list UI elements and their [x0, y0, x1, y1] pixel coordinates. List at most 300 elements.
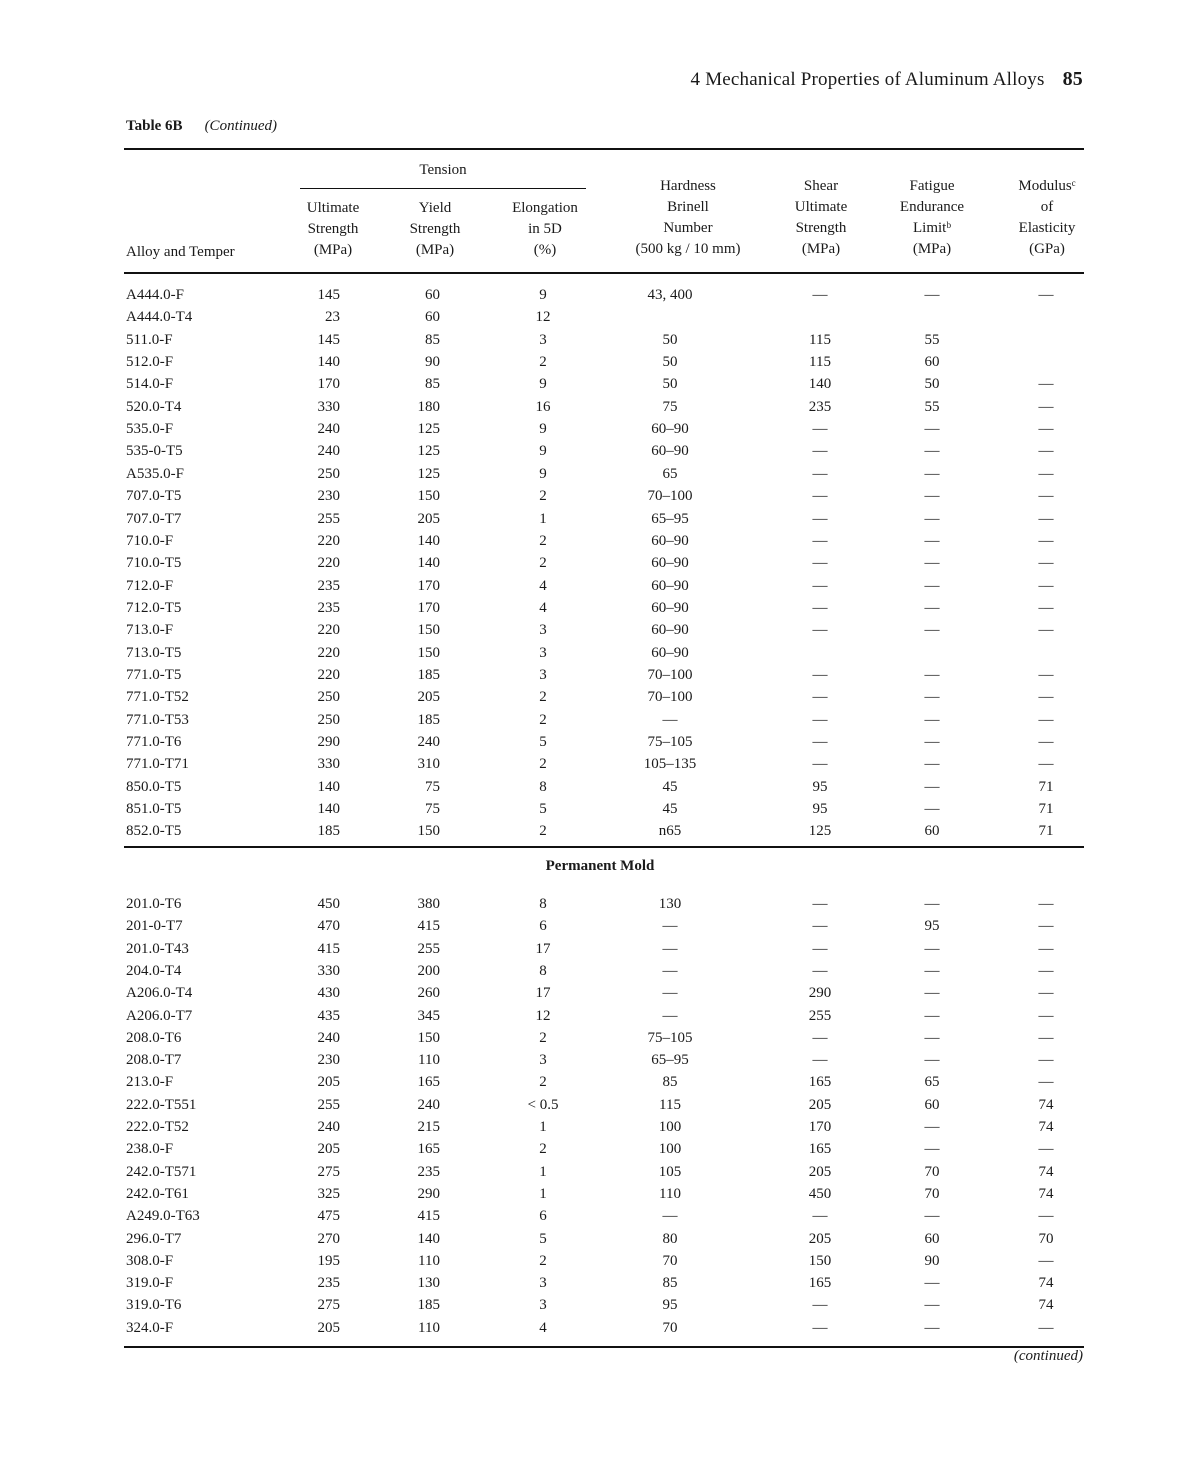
cell-shear-strength: — [812, 1297, 828, 1314]
cell-elongation: 3 [539, 644, 547, 661]
cell-hardness: — [662, 1208, 678, 1225]
cell-modulus: 74 [1038, 1096, 1054, 1113]
table-row [0, 1317, 1200, 1339]
cell-ultimate-strength: 140 [317, 778, 340, 795]
cell-hardness: 105 [658, 1163, 682, 1180]
table-row [0, 508, 1200, 530]
cell-ultimate-strength: 220 [317, 532, 340, 549]
cell-alloy-temper: 201-0-T7 [126, 918, 183, 935]
table-row [0, 373, 1200, 395]
cell-modulus: — [1038, 1252, 1054, 1269]
cell-alloy-temper: 222.0-T52 [126, 1119, 189, 1135]
cell-shear-strength: 290 [808, 985, 832, 1002]
cell-yield-strength: 140 [417, 532, 440, 549]
cell-modulus: — [1038, 532, 1054, 549]
cell-fatigue-limit: — [924, 1052, 940, 1069]
cell-modulus: — [1038, 376, 1054, 393]
cell-elongation: 2 [539, 756, 547, 773]
cell-elongation: < 0.5 [527, 1096, 559, 1113]
cell-yield-strength: 150 [417, 488, 440, 505]
cell-ultimate-strength: 290 [317, 734, 340, 750]
cell-fatigue-limit: — [924, 1319, 940, 1336]
cell-alloy-temper: 242.0-T571 [126, 1163, 197, 1180]
cell-hardness: 65 [662, 465, 678, 482]
cell-yield-strength: 150 [417, 622, 440, 639]
cell-fatigue-limit: — [924, 1007, 940, 1024]
table-row [0, 329, 1200, 351]
cell-alloy-temper: 712.0-F [126, 577, 174, 594]
cell-yield-strength: 150 [417, 823, 440, 840]
cell-alloy-temper: 710.0-F [126, 532, 174, 549]
cell-hardness: — [662, 711, 678, 728]
cell-alloy-temper: 213.0-F [126, 1074, 174, 1091]
cell-modulus: — [1038, 287, 1054, 303]
cell-shear-strength: 170 [808, 1119, 832, 1135]
cell-modulus: — [1038, 443, 1054, 460]
cell-yield-strength: 110 [418, 1252, 440, 1269]
cell-yield-strength: 170 [417, 599, 440, 616]
cell-hardness: 105–135 [643, 756, 697, 773]
cell-yield-strength: 165 [417, 1074, 440, 1091]
cell-ultimate-strength: 220 [317, 622, 340, 639]
cell-ultimate-strength: 220 [317, 644, 340, 661]
cell-elongation: 4 [539, 577, 547, 594]
cell-shear-strength: 140 [808, 376, 832, 393]
cell-elongation: 9 [539, 443, 547, 460]
cell-shear-strength: — [812, 1052, 828, 1069]
cell-fatigue-limit: — [924, 711, 940, 728]
cell-elongation: 2 [539, 1029, 547, 1046]
header-alloy-temper: Alloy and Temper [126, 244, 235, 260]
cell-ultimate-strength: 430 [317, 985, 340, 1002]
cell-fatigue-limit: — [924, 510, 940, 527]
cell-hardness: 45 [662, 778, 678, 795]
cell-yield-strength: 140 [417, 1230, 440, 1247]
cell-elongation: 2 [539, 823, 547, 840]
cell-yield-strength: 125 [417, 421, 440, 438]
cell-shear-strength: — [812, 577, 828, 594]
cell-modulus: — [1038, 896, 1054, 912]
cell-shear-strength: 95 [812, 778, 828, 795]
cell-elongation: 9 [539, 376, 547, 393]
cell-hardness: 60–90 [651, 532, 689, 549]
cell-alloy-temper: 707.0-T7 [126, 510, 182, 527]
table-row [0, 731, 1200, 753]
cell-yield-strength: 255 [417, 940, 440, 957]
cell-yield-strength: 165 [417, 1141, 440, 1158]
header-fatigue-limit: Fatigue Endurance Limitᵇ (MPa) [899, 178, 965, 257]
continued-note: (continued) [1013, 1348, 1083, 1364]
cell-elongation: 2 [539, 488, 547, 505]
cell-alloy-temper: 242.0-T61 [126, 1185, 189, 1202]
cell-hardness: 60–90 [651, 577, 689, 594]
cell-hardness: 60–90 [651, 622, 689, 639]
cell-fatigue-limit: — [924, 532, 940, 549]
cell-hardness: 60–90 [651, 644, 689, 661]
cell-elongation: 5 [539, 734, 547, 750]
cell-hardness: 70–100 [647, 689, 693, 706]
cell-fatigue-limit: — [924, 734, 940, 750]
cell-shear-strength: 255 [808, 1007, 832, 1024]
cell-fatigue-limit: — [924, 1141, 940, 1158]
cell-modulus: 74 [1038, 1163, 1054, 1180]
cell-modulus: — [1038, 577, 1054, 594]
cell-fatigue-limit: — [924, 465, 940, 482]
cell-yield-strength: 130 [417, 1275, 440, 1292]
running-head-title: 4 Mechanical Properties of Aluminum Alloys [690, 69, 1045, 90]
cell-modulus: — [1038, 1319, 1054, 1336]
cell-modulus: — [1038, 510, 1054, 527]
cell-alloy-temper: A535.0-F [126, 465, 184, 482]
cell-alloy-temper: 707.0-T5 [126, 488, 182, 505]
cell-hardness: 85 [662, 1074, 678, 1091]
table-row [0, 1071, 1200, 1093]
cell-modulus: — [1038, 1029, 1054, 1046]
table-row [0, 686, 1200, 708]
cell-fatigue-limit: 60 [924, 1096, 940, 1113]
cell-fatigue-limit: 55 [924, 331, 940, 348]
cell-fatigue-limit: 55 [924, 398, 940, 415]
cell-yield-strength: 415 [417, 1208, 440, 1225]
cell-hardness: 110 [659, 1185, 681, 1202]
table-row [0, 642, 1200, 664]
cell-yield-strength: 260 [417, 985, 440, 1002]
table-row [0, 485, 1200, 507]
cell-elongation: 5 [539, 801, 547, 818]
cell-elongation: 9 [539, 287, 547, 303]
table-row [0, 1161, 1200, 1183]
cell-fatigue-limit: 65 [924, 1074, 940, 1091]
cell-modulus: 74 [1038, 1297, 1054, 1314]
cell-elongation: 4 [539, 599, 547, 616]
cell-shear-strength: — [812, 918, 828, 935]
table-row [0, 709, 1200, 731]
cell-alloy-temper: 201.0-T43 [126, 940, 189, 957]
cell-yield-strength: 75 [425, 801, 440, 818]
cell-hardness: 115 [659, 1096, 681, 1113]
cell-elongation: 9 [539, 421, 547, 438]
cell-ultimate-strength: 330 [317, 962, 340, 979]
cell-alloy-temper: 771.0-T71 [126, 756, 189, 773]
cell-modulus: — [1038, 918, 1054, 935]
cell-fatigue-limit: — [924, 599, 940, 616]
table-row [0, 418, 1200, 440]
table-row [0, 1049, 1200, 1071]
cell-elongation: 3 [539, 1275, 547, 1292]
cell-alloy-temper: 222.0-T551 [126, 1096, 197, 1113]
cell-alloy-temper: 771.0-T5 [126, 666, 182, 683]
cell-elongation: 4 [539, 1319, 547, 1336]
cell-hardness: 60–90 [651, 555, 689, 572]
tension-group-rule [300, 188, 586, 189]
cell-alloy-temper: 713.0-T5 [126, 644, 182, 661]
cell-ultimate-strength: 275 [317, 1297, 340, 1314]
cell-yield-strength: 85 [425, 331, 440, 348]
cell-ultimate-strength: 415 [317, 940, 340, 957]
cell-modulus: — [1038, 734, 1054, 750]
table-row [0, 1027, 1200, 1049]
cell-fatigue-limit: — [924, 756, 940, 773]
cell-hardness: — [662, 940, 678, 957]
cell-elongation: 9 [539, 465, 547, 482]
cell-shear-strength: — [812, 896, 828, 912]
cell-yield-strength: 415 [417, 918, 440, 935]
table-row [0, 306, 1200, 328]
cell-modulus: — [1038, 756, 1054, 773]
cell-elongation: 17 [535, 985, 551, 1002]
cell-modulus: 74 [1038, 1185, 1054, 1202]
cell-yield-strength: 150 [417, 644, 440, 661]
cell-yield-strength: 150 [417, 1029, 440, 1046]
cell-ultimate-strength: 205 [317, 1319, 340, 1336]
cell-ultimate-strength: 475 [317, 1208, 340, 1225]
cell-shear-strength: 165 [808, 1275, 832, 1292]
cell-alloy-temper: 771.0-T6 [126, 734, 182, 750]
cell-alloy-temper: 713.0-F [126, 622, 174, 639]
cell-modulus: 71 [1038, 801, 1054, 818]
cell-hardness: 70–100 [647, 488, 693, 505]
cell-shear-strength: — [812, 599, 828, 616]
cell-elongation: 2 [539, 689, 547, 706]
cell-fatigue-limit: 70 [924, 1163, 940, 1180]
cell-yield-strength: 345 [417, 1007, 440, 1024]
cell-fatigue-limit: — [924, 985, 940, 1002]
table-row [0, 1228, 1200, 1250]
cell-ultimate-strength: 140 [317, 354, 340, 371]
header-shear-ultimate: Shear Ultimate Strength (MPa) [794, 178, 848, 257]
cell-shear-strength: — [812, 421, 828, 438]
cell-elongation: 12 [535, 309, 551, 326]
cell-alloy-temper: 520.0-T4 [126, 398, 182, 415]
cell-alloy-temper: 771.0-T53 [126, 711, 189, 728]
table-row [0, 960, 1200, 982]
cell-yield-strength: 170 [417, 577, 440, 594]
table-row [0, 552, 1200, 574]
cell-alloy-temper: 771.0-T52 [126, 689, 189, 706]
cell-shear-strength: — [812, 1029, 828, 1046]
cell-elongation: 1 [539, 1185, 547, 1202]
cell-ultimate-strength: 470 [317, 918, 340, 935]
cell-fatigue-limit: — [924, 801, 940, 818]
cell-alloy-temper: 324.0-F [126, 1319, 174, 1336]
cell-ultimate-strength: 240 [317, 421, 340, 438]
cell-modulus: — [1038, 465, 1054, 482]
cell-hardness: 50 [662, 331, 678, 348]
cell-fatigue-limit: — [924, 1275, 940, 1292]
cell-elongation: 2 [539, 1074, 547, 1091]
cell-ultimate-strength: 230 [317, 1052, 340, 1069]
table-continued-label: (Continued) [204, 118, 278, 134]
cell-yield-strength: 60 [425, 287, 440, 303]
cell-elongation: 1 [539, 1163, 547, 1180]
permanent-mold-heading: Permanent Mold [545, 858, 655, 874]
cell-ultimate-strength: 250 [317, 465, 340, 482]
table-row [0, 820, 1200, 842]
cell-fatigue-limit: 90 [924, 1252, 940, 1269]
cell-hardness: 75–105 [647, 1029, 693, 1046]
cell-yield-strength: 125 [417, 443, 440, 460]
cell-shear-strength: 450 [808, 1185, 832, 1202]
cell-modulus: — [1038, 985, 1054, 1002]
cell-shear-strength: — [812, 711, 828, 728]
cell-hardness: 100 [658, 1141, 682, 1158]
table-row [0, 575, 1200, 597]
cell-alloy-temper: A249.0-T63 [126, 1208, 200, 1225]
cell-elongation: 2 [539, 1141, 547, 1158]
cell-fatigue-limit: — [924, 622, 940, 639]
cell-modulus: — [1038, 555, 1054, 572]
cell-yield-strength: 185 [417, 1297, 440, 1314]
cell-fatigue-limit: — [924, 1119, 940, 1135]
cell-modulus: — [1038, 622, 1054, 639]
cell-shear-strength: — [812, 622, 828, 639]
cell-shear-strength: — [812, 465, 828, 482]
table-row [0, 753, 1200, 775]
table-row [0, 798, 1200, 820]
cell-yield-strength: 185 [417, 666, 440, 683]
cell-alloy-temper: 710.0-T5 [126, 555, 182, 572]
table-row [0, 1116, 1200, 1138]
cell-modulus: — [1038, 666, 1054, 683]
table-row [0, 1272, 1200, 1294]
header-ultimate-strength: Ultimate Strength (MPa) [306, 200, 360, 258]
cell-fatigue-limit: — [924, 421, 940, 438]
cell-shear-strength: — [812, 1319, 828, 1336]
cell-fatigue-limit: — [924, 1297, 940, 1314]
cell-alloy-temper: 852.0-T5 [126, 823, 182, 840]
cell-shear-strength: — [812, 1208, 828, 1225]
cell-ultimate-strength: 195 [317, 1252, 340, 1269]
cell-yield-strength: 185 [417, 711, 440, 728]
cell-shear-strength: 95 [812, 801, 828, 818]
cell-yield-strength: 235 [417, 1163, 440, 1180]
cell-hardness: 70–100 [647, 666, 693, 683]
cell-hardness: 70 [662, 1252, 678, 1269]
cell-yield-strength: 125 [417, 465, 440, 482]
cell-fatigue-limit: — [924, 555, 940, 572]
table-label: Table 6B [126, 118, 183, 134]
cell-hardness: 65–95 [651, 510, 689, 527]
cell-elongation: 8 [539, 778, 547, 795]
cell-shear-strength: — [812, 488, 828, 505]
cell-fatigue-limit: — [924, 940, 940, 957]
cell-yield-strength: 140 [417, 555, 440, 572]
cell-fatigue-limit: 50 [924, 376, 940, 393]
cell-yield-strength: 205 [417, 689, 440, 706]
cell-yield-strength: 200 [417, 962, 440, 979]
cell-modulus: 74 [1038, 1119, 1054, 1135]
cell-ultimate-strength: 205 [317, 1141, 340, 1158]
cell-fatigue-limit: — [924, 1029, 940, 1046]
cell-shear-strength: — [812, 443, 828, 460]
cell-ultimate-strength: 270 [317, 1230, 340, 1247]
cell-elongation: 3 [539, 1297, 547, 1314]
cell-ultimate-strength: 145 [317, 331, 340, 348]
cell-alloy-temper: 851.0-T5 [126, 801, 182, 818]
cell-ultimate-strength: 450 [317, 896, 340, 912]
cell-ultimate-strength: 170 [317, 376, 340, 393]
cell-hardness: — [662, 985, 678, 1002]
cell-shear-strength: — [812, 555, 828, 572]
cell-fatigue-limit: 60 [924, 1230, 940, 1247]
cell-yield-strength: 90 [425, 354, 440, 371]
cell-fatigue-limit: — [924, 962, 940, 979]
cell-elongation: 3 [539, 622, 547, 639]
cell-alloy-temper: 535-0-T5 [126, 443, 183, 460]
cell-fatigue-limit: — [924, 778, 940, 795]
table-header [0, 0, 1200, 280]
cell-hardness: 85 [662, 1275, 678, 1292]
cell-alloy-temper: 201.0-T6 [126, 896, 182, 912]
cell-modulus: — [1038, 711, 1054, 728]
cell-modulus: — [1038, 1007, 1054, 1024]
cell-fatigue-limit: — [924, 577, 940, 594]
cell-elongation: 5 [539, 1230, 547, 1247]
cell-fatigue-limit: — [924, 1208, 940, 1225]
cell-alloy-temper: 850.0-T5 [126, 778, 182, 795]
cell-hardness: — [662, 918, 678, 935]
cell-ultimate-strength: 235 [317, 577, 340, 594]
cell-ultimate-strength: 330 [317, 756, 340, 773]
cell-ultimate-strength: 220 [317, 555, 340, 572]
cell-elongation: 3 [539, 666, 547, 683]
cell-ultimate-strength: 255 [317, 510, 340, 527]
header-modulus-elasticity: Modulusᶜ of Elasticity (GPa) [1018, 178, 1076, 257]
cell-alloy-temper: 514.0-F [126, 376, 174, 393]
cell-modulus: — [1038, 1208, 1054, 1225]
cell-modulus: — [1038, 599, 1054, 616]
cell-alloy-temper: A206.0-T4 [126, 985, 193, 1002]
cell-yield-strength: 240 [417, 1096, 440, 1113]
cell-hardness: 75–105 [647, 734, 693, 750]
cell-shear-strength: 205 [808, 1096, 832, 1113]
cell-modulus: — [1038, 689, 1054, 706]
cell-fatigue-limit: — [924, 488, 940, 505]
cell-modulus: — [1038, 1052, 1054, 1069]
table-row [0, 982, 1200, 1004]
cell-elongation: 2 [539, 354, 547, 371]
cell-yield-strength: 60 [425, 309, 440, 326]
cell-ultimate-strength: 275 [317, 1163, 340, 1180]
cell-modulus: 71 [1038, 823, 1054, 840]
cell-elongation: 8 [539, 962, 547, 979]
cell-alloy-temper: 712.0-T5 [126, 599, 182, 616]
cell-ultimate-strength: 205 [317, 1074, 340, 1091]
cell-modulus: — [1038, 940, 1054, 957]
cell-hardness: — [662, 1007, 678, 1024]
cell-shear-strength: — [812, 734, 828, 750]
cell-yield-strength: 110 [418, 1319, 440, 1336]
cell-alloy-temper: A206.0-T7 [126, 1007, 193, 1024]
cell-hardness: 80 [662, 1230, 678, 1247]
cell-yield-strength: 310 [417, 756, 440, 773]
cell-elongation: 2 [539, 711, 547, 728]
table-row [0, 1005, 1200, 1027]
cell-modulus: — [1038, 421, 1054, 438]
cell-alloy-temper: 535.0-F [126, 421, 174, 438]
cell-modulus: — [1038, 488, 1054, 505]
cell-yield-strength: 215 [417, 1119, 440, 1135]
table-row [0, 396, 1200, 418]
cell-alloy-temper: 296.0-T7 [126, 1230, 182, 1247]
cell-shear-strength: 205 [808, 1163, 832, 1180]
cell-ultimate-strength: 140 [317, 801, 340, 818]
cell-hardness: 50 [662, 376, 678, 393]
cell-shear-strength: — [812, 962, 828, 979]
cell-alloy-temper: 204.0-T4 [126, 962, 182, 979]
cell-fatigue-limit: — [924, 287, 940, 303]
cell-elongation: 16 [535, 398, 551, 415]
